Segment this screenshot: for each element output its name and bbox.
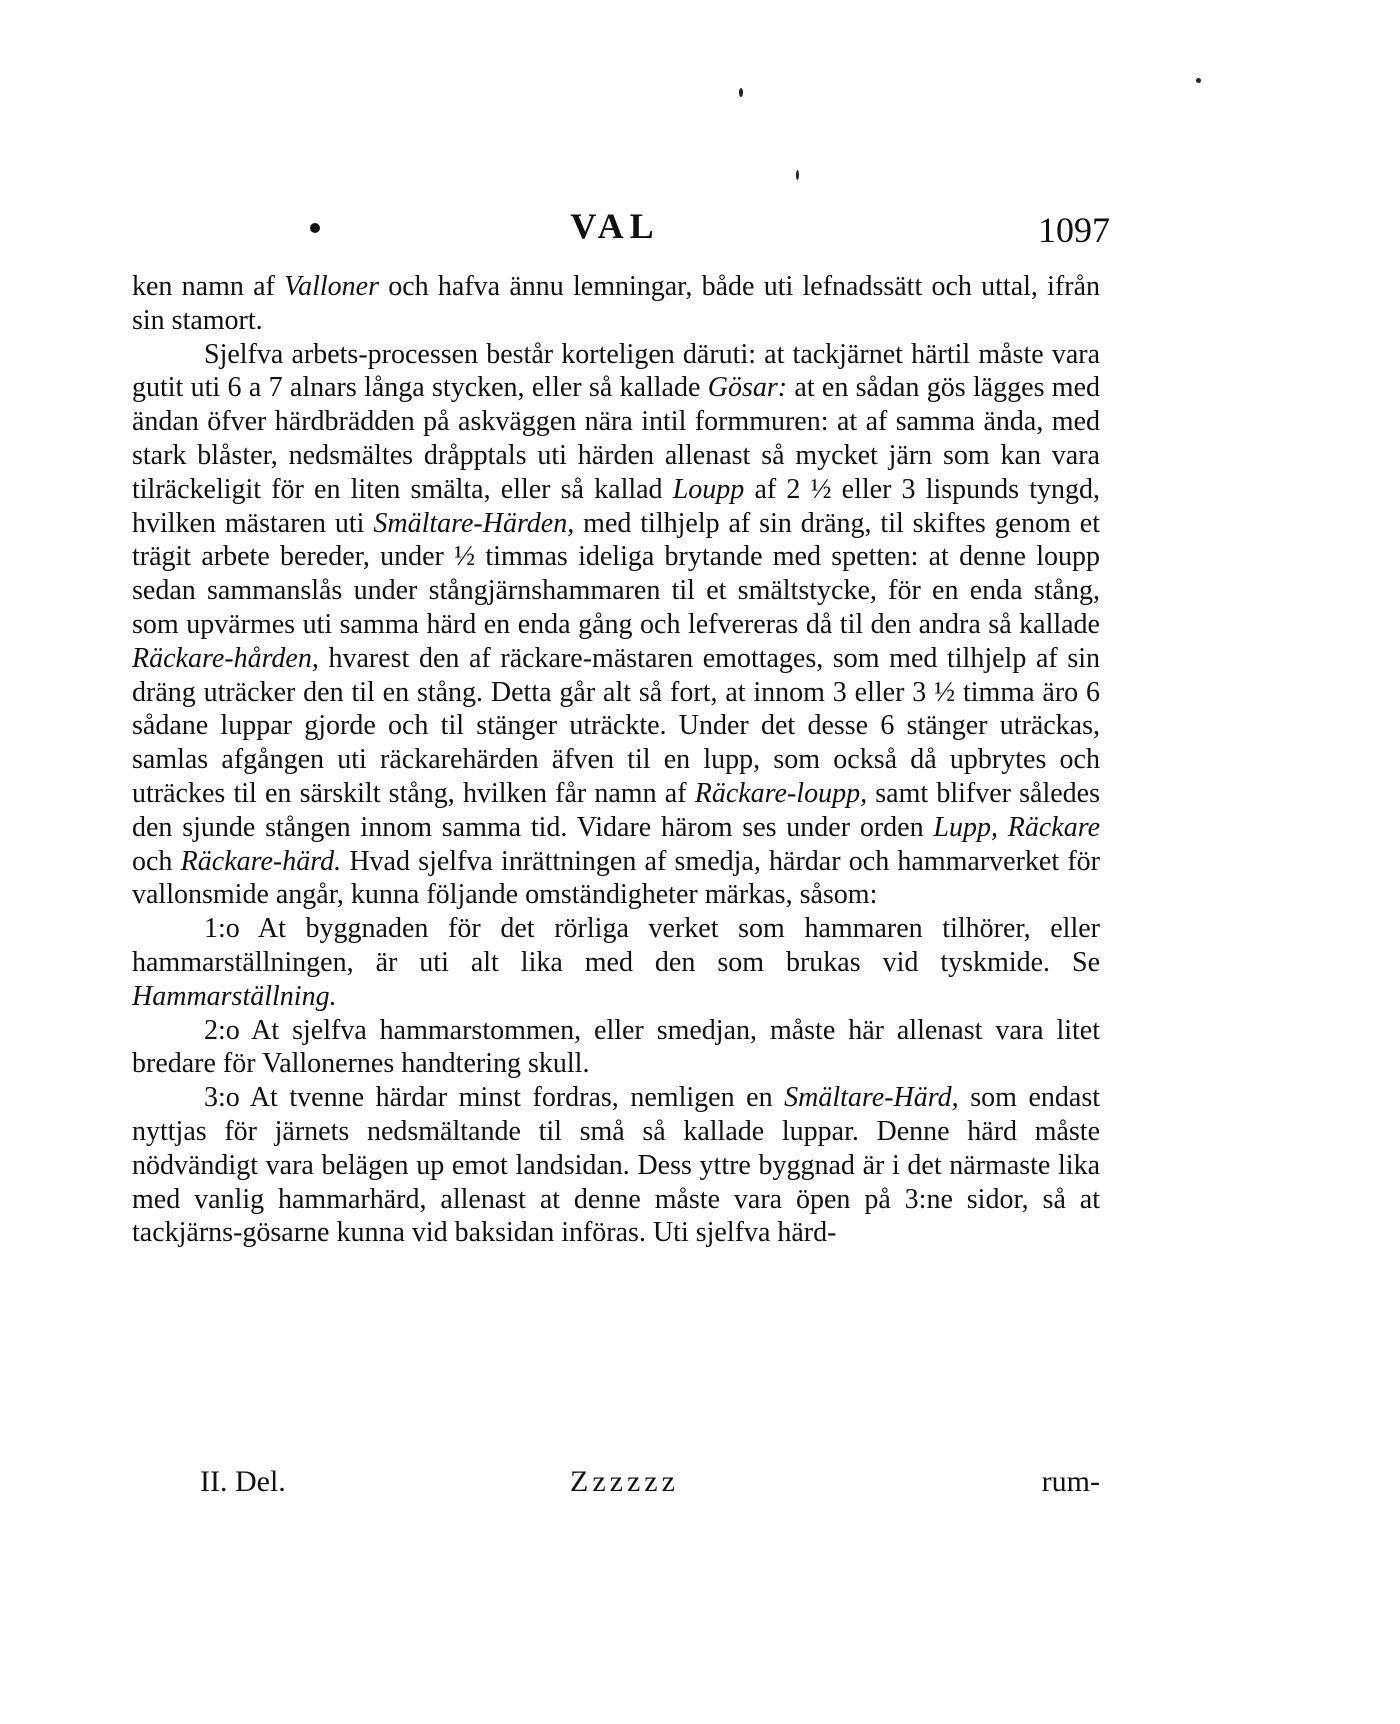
text-run: som endast nyttjas för järnets nedsmältande til små så kallade luppar. Denne härd måste nödvändigt vara belägen up emot landsidan. Dess yttre byggnad är i det närmaste lika med vanlig hammarhärd, allenast at denne måste vara öpen på 3:ne sidor, så at tackjärns-gösarne kunna vid baksidan införas. Uti sjelfva härd- (132, 1082, 1100, 1249)
body-text (132, 270, 1100, 1250)
term-smaltare-harden: Smältare-Härden, (373, 507, 575, 539)
term-loupp: Loupp (672, 473, 745, 505)
text-run: hvarest den af räckare-mästaren emottages, som med tilhjelp af sin dräng uträcker den til en stång. Detta går alt så fort, at innom 3 eller 3 ½ timma äro 6 sådane luppar gjorde och til stänger uträckte. Under det desse 6 stänger uträckas, samlas afgången uti räckarehärden äfven til en lupp, som också då upbrytes och uträckes til en särskilt stång, hvilken får namn af (132, 642, 1100, 809)
term-gosar: Gösar: (707, 372, 788, 404)
part-mark: II. Del. (200, 1465, 286, 1498)
running-head (120, 205, 1110, 265)
paragraph-1 (132, 270, 1100, 338)
signature-mark: Zzzzzz (570, 1465, 679, 1498)
text-run: Sjelfva arbets-processen består korteligen däruti: at tackjärnet härtil måste vara gutit uti 6 a 7 alnars långa stycken, eller så kallade (132, 338, 1100, 404)
page-number: 1097 (1038, 210, 1110, 250)
text-run: af 2 ½ eller 3 lispunds tyngd, hvilken mästaren uti (132, 473, 1100, 539)
term-rackare-hard: Räckare-härd. (180, 845, 342, 877)
term-rackare-loupp: Räckare-loupp, (694, 777, 868, 809)
text-run: 1:o At byggnaden för det rörliga verket som hammaren tilhörer, eller hammarställningen, är uti alt lika med den som brukas vid tyskmide. Se (132, 913, 1100, 978)
text-run: med tilhjelp af sin dräng, til skiftes genom et trägit arbete bereder, under ½ timmas ideliga brytande med spetten: at denne loupp sedan sammanslås under stångjärnshammaren til et smältstycke, för en enda stång, som upvärmes uti samma härd en enda gång och lefvereras då til den andra så kallade (132, 507, 1100, 640)
list-item-2: 2:o At sjelfva hammarstommen, eller smedjan, måste här allenast vara litet bredare för Vallonernes handtering skull. (132, 1014, 1100, 1080)
text-run: 3:o At tvenne härdar minst fordras, nemligen en (204, 1082, 785, 1114)
text-run: och hafva ännu lemningar, både uti lefnadssätt och uttal, ifrån sin stamort. (132, 271, 1101, 336)
text-run: samt blifver således den sjunde stången innom samma tid. Vidare härom ses under orden (132, 777, 1101, 843)
term-rackare-harden: Räckare-hården, (132, 642, 319, 674)
term-lupp: Lupp, (933, 811, 998, 843)
text-run: at en sådan gös lägges med ändan öfver härdbrädden på askväggen nära intil formmuren: at af samma ända, med stark blåster, nedsmältes dråpptals uti härden allenast så mycket järn som kan vara tilräckeligit för en liten smälta, eller så kallad (132, 372, 1100, 505)
catchword: rum- (1041, 1465, 1100, 1498)
text-run: Hvad sjelfva inrättningen af smedja, härdar och hammarverket för vallonsmide angår, kunna följande omständigheter märkas, såsom: (132, 845, 1100, 911)
text-run: och (132, 845, 181, 877)
text-run: ken namn af (132, 271, 285, 302)
section-title: VAL (570, 206, 660, 246)
list-item-1 (132, 912, 1100, 1013)
term-smaltare-hard: Smältare-Härd, (784, 1082, 959, 1114)
ink-speck (796, 170, 799, 180)
page-footer (200, 1465, 1100, 1505)
list-item-3 (132, 1081, 1100, 1250)
ink-speck (1196, 78, 1201, 83)
paragraph-2 (132, 338, 1100, 913)
term-valloner: Valloner (284, 271, 379, 302)
term-rackare: Räckare (1007, 811, 1100, 843)
term-hammarstallning: Hammarställning. (132, 980, 337, 1012)
ink-speck (739, 88, 743, 97)
